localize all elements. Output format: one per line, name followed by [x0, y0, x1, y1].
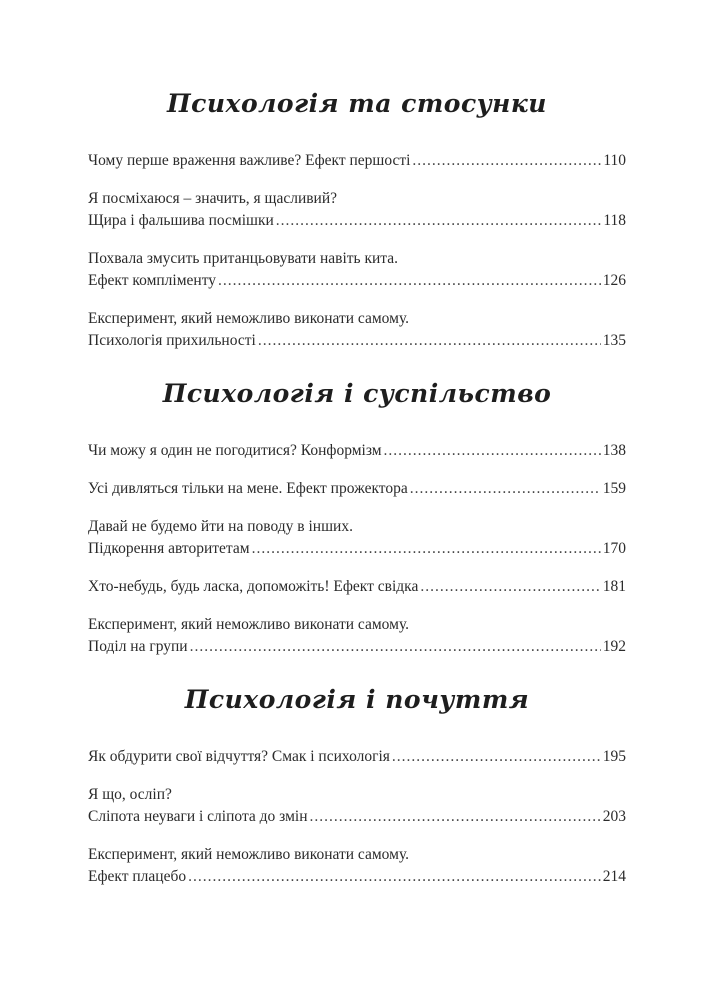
entry-title-line1: Експеримент, який неможливо виконати самому.	[88, 616, 410, 633]
toc-entry	[88, 188, 626, 232]
dot-leader	[218, 270, 601, 292]
entry-title-line1: Похвала змусить пританцьовувати навіть кита.	[88, 250, 399, 267]
entry-title-line1: Я посміхаюся – значить, я щасливий?	[88, 190, 338, 207]
entry-title: Сліпота неуваги і сліпота до змін	[88, 808, 308, 825]
section-title: Психологія і почуття	[184, 685, 530, 714]
entry-title: Ефект плацебо	[88, 868, 187, 885]
page-number: 214	[602, 868, 626, 885]
dot-leader	[188, 866, 601, 888]
dot-leader	[412, 150, 601, 172]
dot-leader	[384, 440, 601, 462]
toc-entry	[88, 784, 626, 828]
section-title: Психологія і суспільство	[162, 379, 552, 408]
toc-entry	[88, 440, 626, 462]
dot-leader	[258, 330, 601, 352]
entry-title: Щира і фальшива посмішки	[88, 212, 274, 229]
page-number: 110	[603, 152, 626, 169]
entry-title-line1: Експеримент, який неможливо виконати самому.	[88, 846, 410, 863]
entry-title: Як обдурити свої відчуття? Смак і психологія	[88, 748, 390, 765]
dot-leader	[252, 538, 601, 560]
entry-title-line1: Я що, осліп?	[88, 786, 172, 803]
dot-leader	[420, 576, 600, 598]
page-number: 195	[602, 748, 626, 765]
page-number: 181	[602, 578, 626, 595]
toc-entry	[88, 844, 626, 888]
entry-title: Ефект компліменту	[88, 272, 217, 289]
table-of-contents	[88, 84, 626, 910]
toc-entry	[88, 308, 626, 352]
toc-section	[88, 84, 626, 352]
dot-leader	[190, 636, 601, 658]
toc-entry	[88, 576, 626, 598]
entry-title: Підкорення авторитетам	[88, 540, 250, 557]
toc-section	[88, 680, 626, 888]
page-number: 138	[602, 442, 626, 459]
entry-title-line1: Давай не будемо йти на поводу в інших.	[88, 518, 353, 535]
toc-entry	[88, 478, 626, 500]
toc-entry	[88, 150, 626, 172]
dot-leader	[276, 210, 602, 232]
entry-title: Усі дивляться тільки на мене. Ефект прожектора	[88, 480, 408, 497]
toc-entry	[88, 746, 626, 768]
entry-title-line1: Експеримент, який неможливо виконати самому.	[88, 310, 410, 327]
entry-title: Хто-небудь, будь ласка, допоможіть! Ефект свідка	[88, 578, 419, 595]
page-number: 118	[603, 212, 626, 229]
page-number: 203	[602, 808, 626, 825]
toc-section	[88, 374, 626, 658]
toc-entry	[88, 614, 626, 658]
page-number: 135	[602, 332, 626, 349]
page-number: 159	[602, 480, 626, 497]
dot-leader	[410, 478, 601, 500]
toc-entry	[88, 248, 626, 292]
entry-title: Поділ на групи	[88, 638, 188, 655]
entry-title: Чому перше враження важливе? Ефект першості	[88, 152, 411, 169]
entry-title: Психологія прихильності	[88, 332, 256, 349]
dot-leader	[392, 746, 601, 768]
page-number: 170	[602, 540, 626, 557]
page-number: 192	[602, 638, 626, 655]
entry-title: Чи можу я один не погодитися? Конформізм	[88, 442, 382, 459]
dot-leader	[309, 806, 600, 828]
section-title: Психологія та стосунки	[167, 89, 547, 118]
page-number: 126	[602, 272, 626, 289]
toc-entry	[88, 516, 626, 560]
